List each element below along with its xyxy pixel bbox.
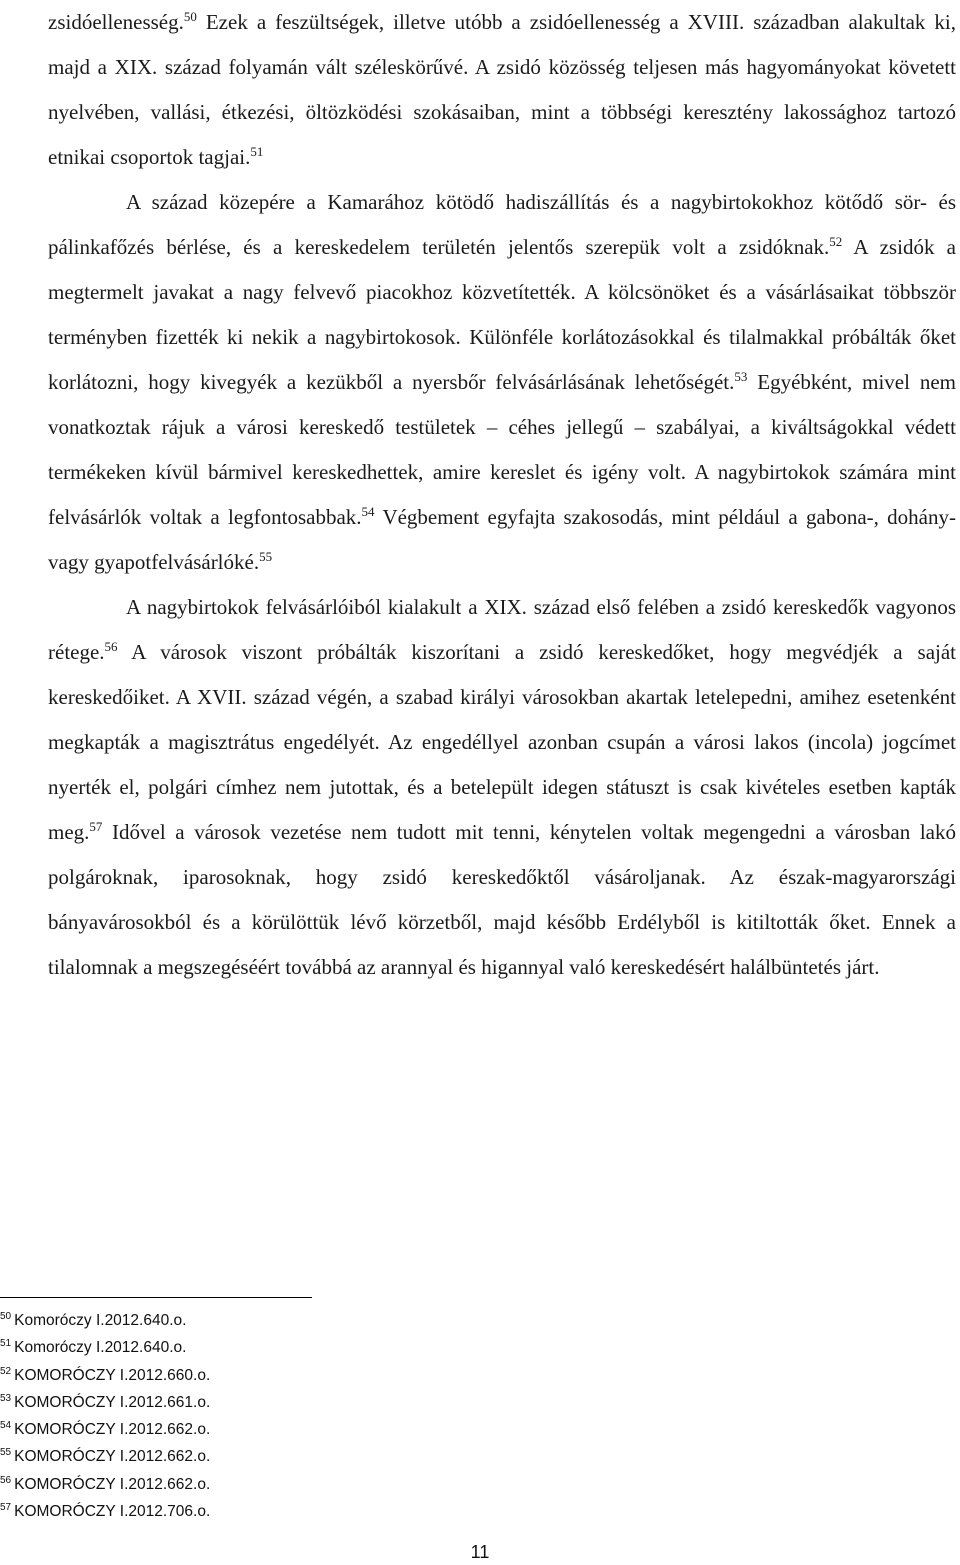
footnote-56 (0, 1471, 600, 1498)
text-run: Végbement egyfajta szakosodás, mint például a gabona-, dohány- vagy gyapotfelvásárlóké. (48, 505, 956, 574)
footnote-number: 57 (0, 1502, 12, 1514)
footnotes (0, 1307, 600, 1525)
footnote-51 (0, 1334, 600, 1361)
footnote-54 (0, 1416, 600, 1443)
text-run: A nagybirtokok felvásárlóiból kialakult a XIX. század első felében a zsidó kereskedők vagyonos rétege. (48, 595, 956, 664)
footnote-number: 52 (0, 1365, 12, 1377)
text-run: Ezek a feszültségek, illetve utóbb a zsidóellenesség a XVIII. században alakultak ki, majd a XIX. század folyamán vált széleskörűvé. A zsidó közösség teljesen más hagyományokat követett nyelvében, vallási, étkezési, öltözködési szokásaiban, mint a többségi keresztény lakossághoz tartozó etnikai csoportok tagjai. (48, 10, 956, 169)
footnote-ref-53[interactable]: 53 (734, 369, 748, 384)
footnote-text: KOMORÓCZY I.2012.661.o. (14, 1393, 211, 1411)
text-run: Egyébként, mivel nem vonatkoztak rájuk a városi kereskedő testületek – céhes jellegű – szabályai, a kiváltságokkal védett termékeken kívül bármivel kereskedhettek, amire kereslet és igény volt. A nagybirtokok számára mint felvásárlók voltak a legfontosabbak. (48, 370, 956, 529)
footnote-ref-55[interactable]: 55 (259, 549, 273, 564)
footnote-separator (0, 1297, 312, 1298)
text-run: A városok viszont próbálták kiszorítani a zsidó kereskedőket, hogy megvédjék a saját kereskedőiket. A XVII. század végén, a szabad királyi városokban akartak letelepedni, amihez esetenként megkapták a magisztrátus engedélyét. Az engedéllyel azonban csupán a városi lakos (incola) jogcímet nyerték el, polgári címhez nem jutottak, és a betelepült idegen státuszt is csak kivételes esetben kapták meg. (48, 640, 956, 844)
footnote-55 (0, 1443, 600, 1470)
text-run: A zsidók a megtermelt javakat a nagy felvevő piacokhoz közvetítették. A kölcsönöket és a vásárlásaikat többször terményben fizették ki nekik a nagybirtokosok. Különféle korlátozásokkal és tilalmakkal próbálták őket korlátozni, hogy kivegyék a kezükből a nyersbőr felvásárlásának lehetőségét. (48, 235, 956, 394)
text-run: zsidóellenesség. (48, 10, 184, 34)
footnote-number: 56 (0, 1474, 12, 1486)
footnote-ref-51[interactable]: 51 (250, 144, 264, 159)
text-run: A század közepére a Kamarához kötödő hadiszállítás és a nagybirtokokhoz kötődő sör- és pálinkafőzés bérlése, és a kereskedelem területén jelentős szerepük volt a zsidóknak. (48, 190, 956, 259)
footnote-ref-50[interactable]: 50 (183, 9, 197, 24)
footnote-number: 50 (0, 1311, 12, 1322)
footnote-number: 54 (0, 1420, 12, 1432)
footnote-ref-52[interactable]: 52 (829, 234, 843, 249)
footnote-number: 51 (0, 1338, 12, 1350)
text-run: Idővel a városok vezetése nem tudott mit tenni, kénytelen voltak megengedni a városban lakó polgároknak, iparosoknak, hogy zsidó kereskedőktől vásároljanak. Az észak-magyarországi bányavárosokból és a körülöttük lévő körzetből, majd később Erdélyből is kitiltották őket. Ennek a tilalomnak a megszegéséért továbbá az arannyal és higannyal való kereskedésért halálbüntetés járt. (48, 820, 956, 979)
footnote-52 (0, 1362, 600, 1389)
footnote-text: KOMORÓCZY I.2012.660.o. (14, 1366, 211, 1384)
body-text (48, 0, 956, 990)
footnote-number: 55 (0, 1447, 12, 1459)
footnote-53 (0, 1389, 600, 1416)
footnote-ref-54[interactable]: 54 (361, 504, 375, 519)
footnote-ref-56[interactable]: 56 (104, 639, 118, 654)
footnote-57 (0, 1498, 600, 1525)
footnote-number: 53 (0, 1392, 12, 1404)
paragraph-1 (48, 0, 956, 180)
footnote-ref-57[interactable]: 57 (89, 819, 103, 834)
paragraph-2 (48, 180, 956, 585)
footnote-text: Komoróczy I.2012.640.o. (14, 1312, 187, 1329)
page-number: 11 (470, 1542, 490, 1562)
footnote-text: Komoróczy I.2012.640.o. (14, 1339, 187, 1357)
footnote-50 (0, 1307, 600, 1334)
footnote-text: KOMORÓCZY I.2012.662.o. (14, 1421, 211, 1439)
footnote-text: KOMORÓCZY I.2012.662.o. (14, 1475, 211, 1493)
footnote-text: KOMORÓCZY I.2012.662.o. (14, 1448, 211, 1466)
footnote-text: KOMORÓCZY I.2012.706.o. (14, 1503, 211, 1521)
paragraph-3 (48, 585, 956, 990)
